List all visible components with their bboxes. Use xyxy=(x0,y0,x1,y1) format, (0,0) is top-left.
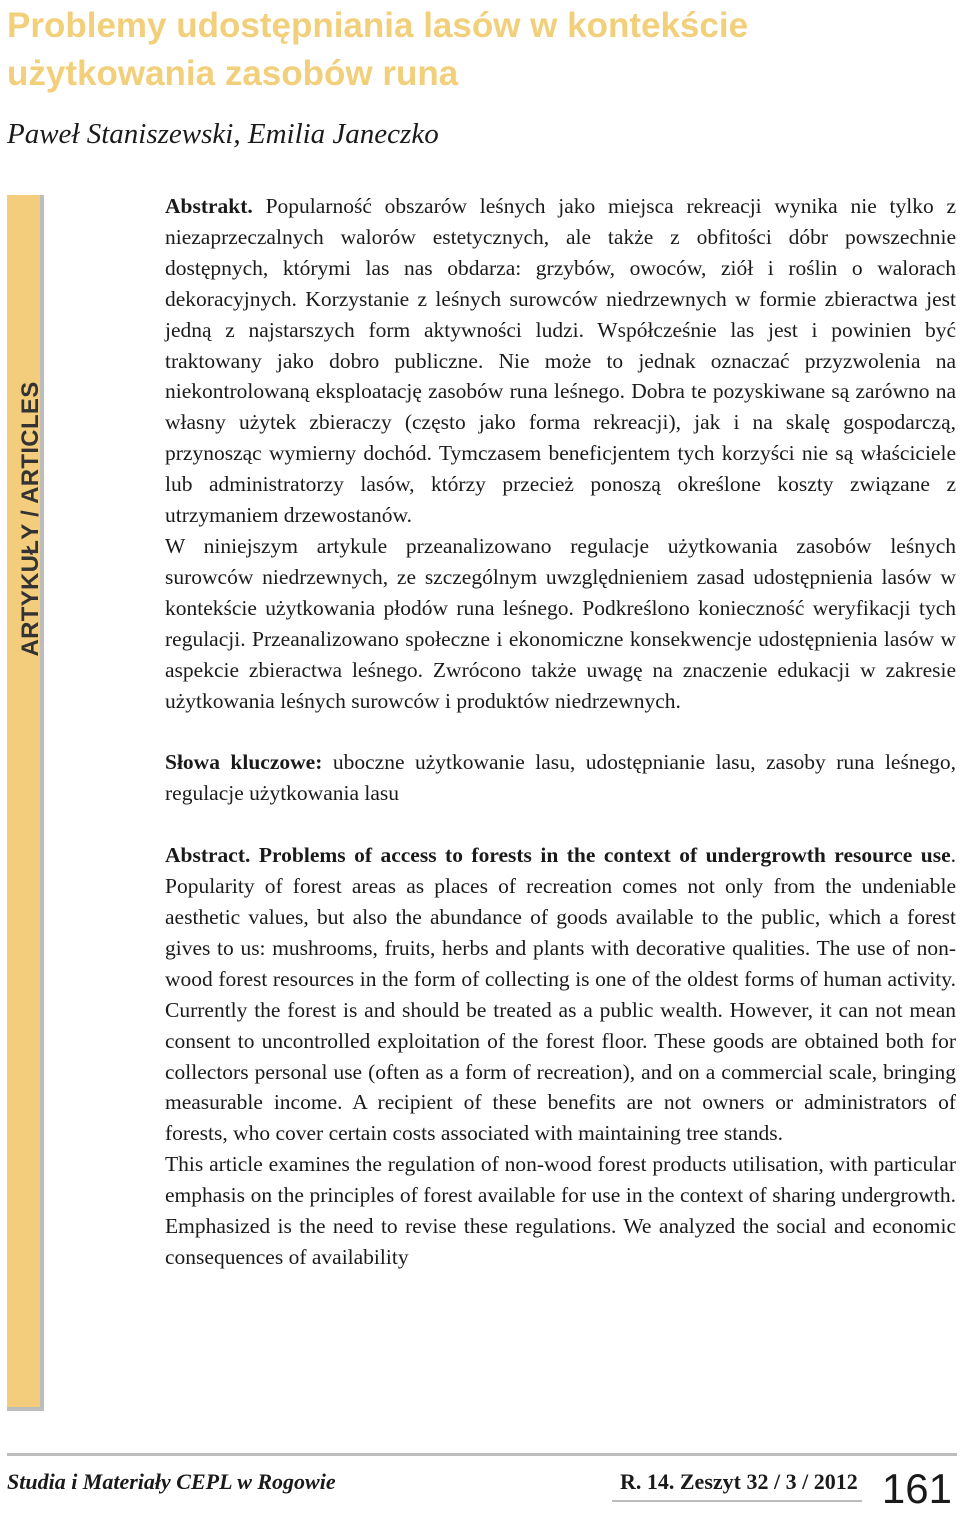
abstract-pl-paragraph-2: W niniejszym artykule przeanalizowano regulacje użytkowania zasobów leśnych surowców niedrzewnych, ze szczególnym uwzględnieniem zasad udostępnienia lasów w kontekście użytkowania płodów runa leśnego. Podkreślono konieczność weryfikacji tych regulacji. Przeanalizowano społeczne i ekonomiczne konsekwencje udostępnienia lasów w aspekcie zbieractwa leśnego. Zwrócono także uwagę na znaczenie edukacji w zakresie użytkowania leśnych surowców i produktów niedrzewnych. xyxy=(165,533,956,713)
keywords-pl-label: Słowa kluczowe: xyxy=(165,750,323,775)
section-side-band xyxy=(7,195,44,1411)
footer-divider xyxy=(7,1453,957,1456)
abstract-pl-label: Abstrakt. xyxy=(165,194,253,218)
keywords-pl xyxy=(165,747,956,809)
journal-name: Studia i Materiały CEPL w Rogowie xyxy=(7,1469,336,1494)
keywords-pl-text: uboczne użytkowanie lasu, udostępnianie lasu, zasoby runa leśnego, regulacje użytkowania lasu xyxy=(165,750,956,806)
article-title: Problemy udostępniania lasów w kontekście użytkowania zasobów runa xyxy=(7,6,749,93)
abstract-en-text-1: . Popularity of forest areas as places of recreation comes not only from the undeniable aesthetic values, but also the abundance of goods available to the public, which a forest gives to us: mushrooms, fruits, herbs and plants with decorative qualities. The use of non-wood forest resources in the form of collecting is one of the oldest forms of human activity. Currently the forest is and should be treated as a public wealth. However, it can not mean consent to uncontrolled exploitation of the forest floor. These goods are obtained both for collectors personal use (often as a form of recreation), and on a commercial scale, bringing measurable income. A recipient of these benefits are not owners or administrators of forests, who cover certain costs associated with maintaining tree stands. xyxy=(165,843,957,1146)
issue-underline xyxy=(612,1500,862,1502)
page-number: 161 xyxy=(881,1465,952,1512)
abstract-en-paragraph-2: This article examines the regulation of non-wood forest products utilisation, with particular emphasis on the principles of forest available for use in the context of sharing undergrowth. Emphasized is the need to revise these regulations. We analyzed the social and economic consequences of availability xyxy=(165,1152,956,1269)
abstract-en-paragraph-1 xyxy=(165,840,956,1149)
issue-info: R. 14. Zeszyt 32 / 3 / 2012 xyxy=(620,1469,858,1494)
spacer xyxy=(165,716,956,747)
section-label: ARTYKUŁY / ARTICLES xyxy=(17,381,44,657)
abstract-en-label: Abstract. xyxy=(165,843,251,868)
spacer xyxy=(165,809,956,840)
article-body xyxy=(165,191,956,1273)
abstract-en-title: Problems of access to forests in the context of undergrowth resource use xyxy=(258,843,951,868)
abstract-pl-text-1: Popularność obszarów leśnych jako miejsca rekreacji wynika nie tylko z niezaprzeczalnych walorów estetycznych, ale także z obfitości dóbr powszechnie dostępnych, którymi las nas obdarza: grzybów, owoców, ziół i roślin o walorach dekoracyjnych. Korzystanie z leśnych surowców niedrzewnych w formie zbieractwa jest jedną z najstarszych form aktywności ludzi. Współcześnie las jest i powinien być traktowany jako dobro publiczne. Nie może to jednak oznaczać przyzwolenia na niekontrolowaną eksploatację zasobów runa leśnego. Dobra te pozyskiwane są zarówno na własny użytek zbieraczy (często jako forma rekreacji), jak i na skalę gospodarczą, przynosząc wymierny dochód. Tymczasem beneficjentem tych korzyści nie są właściciele lub administratorzy lasów, którzy przecież ponoszą określone koszty związane z utrzymaniem drzewostanów. xyxy=(165,194,957,528)
abstract-pl-paragraph-1 xyxy=(165,191,956,531)
article-authors: Paweł Staniszewski, Emilia Janeczko xyxy=(7,118,439,150)
